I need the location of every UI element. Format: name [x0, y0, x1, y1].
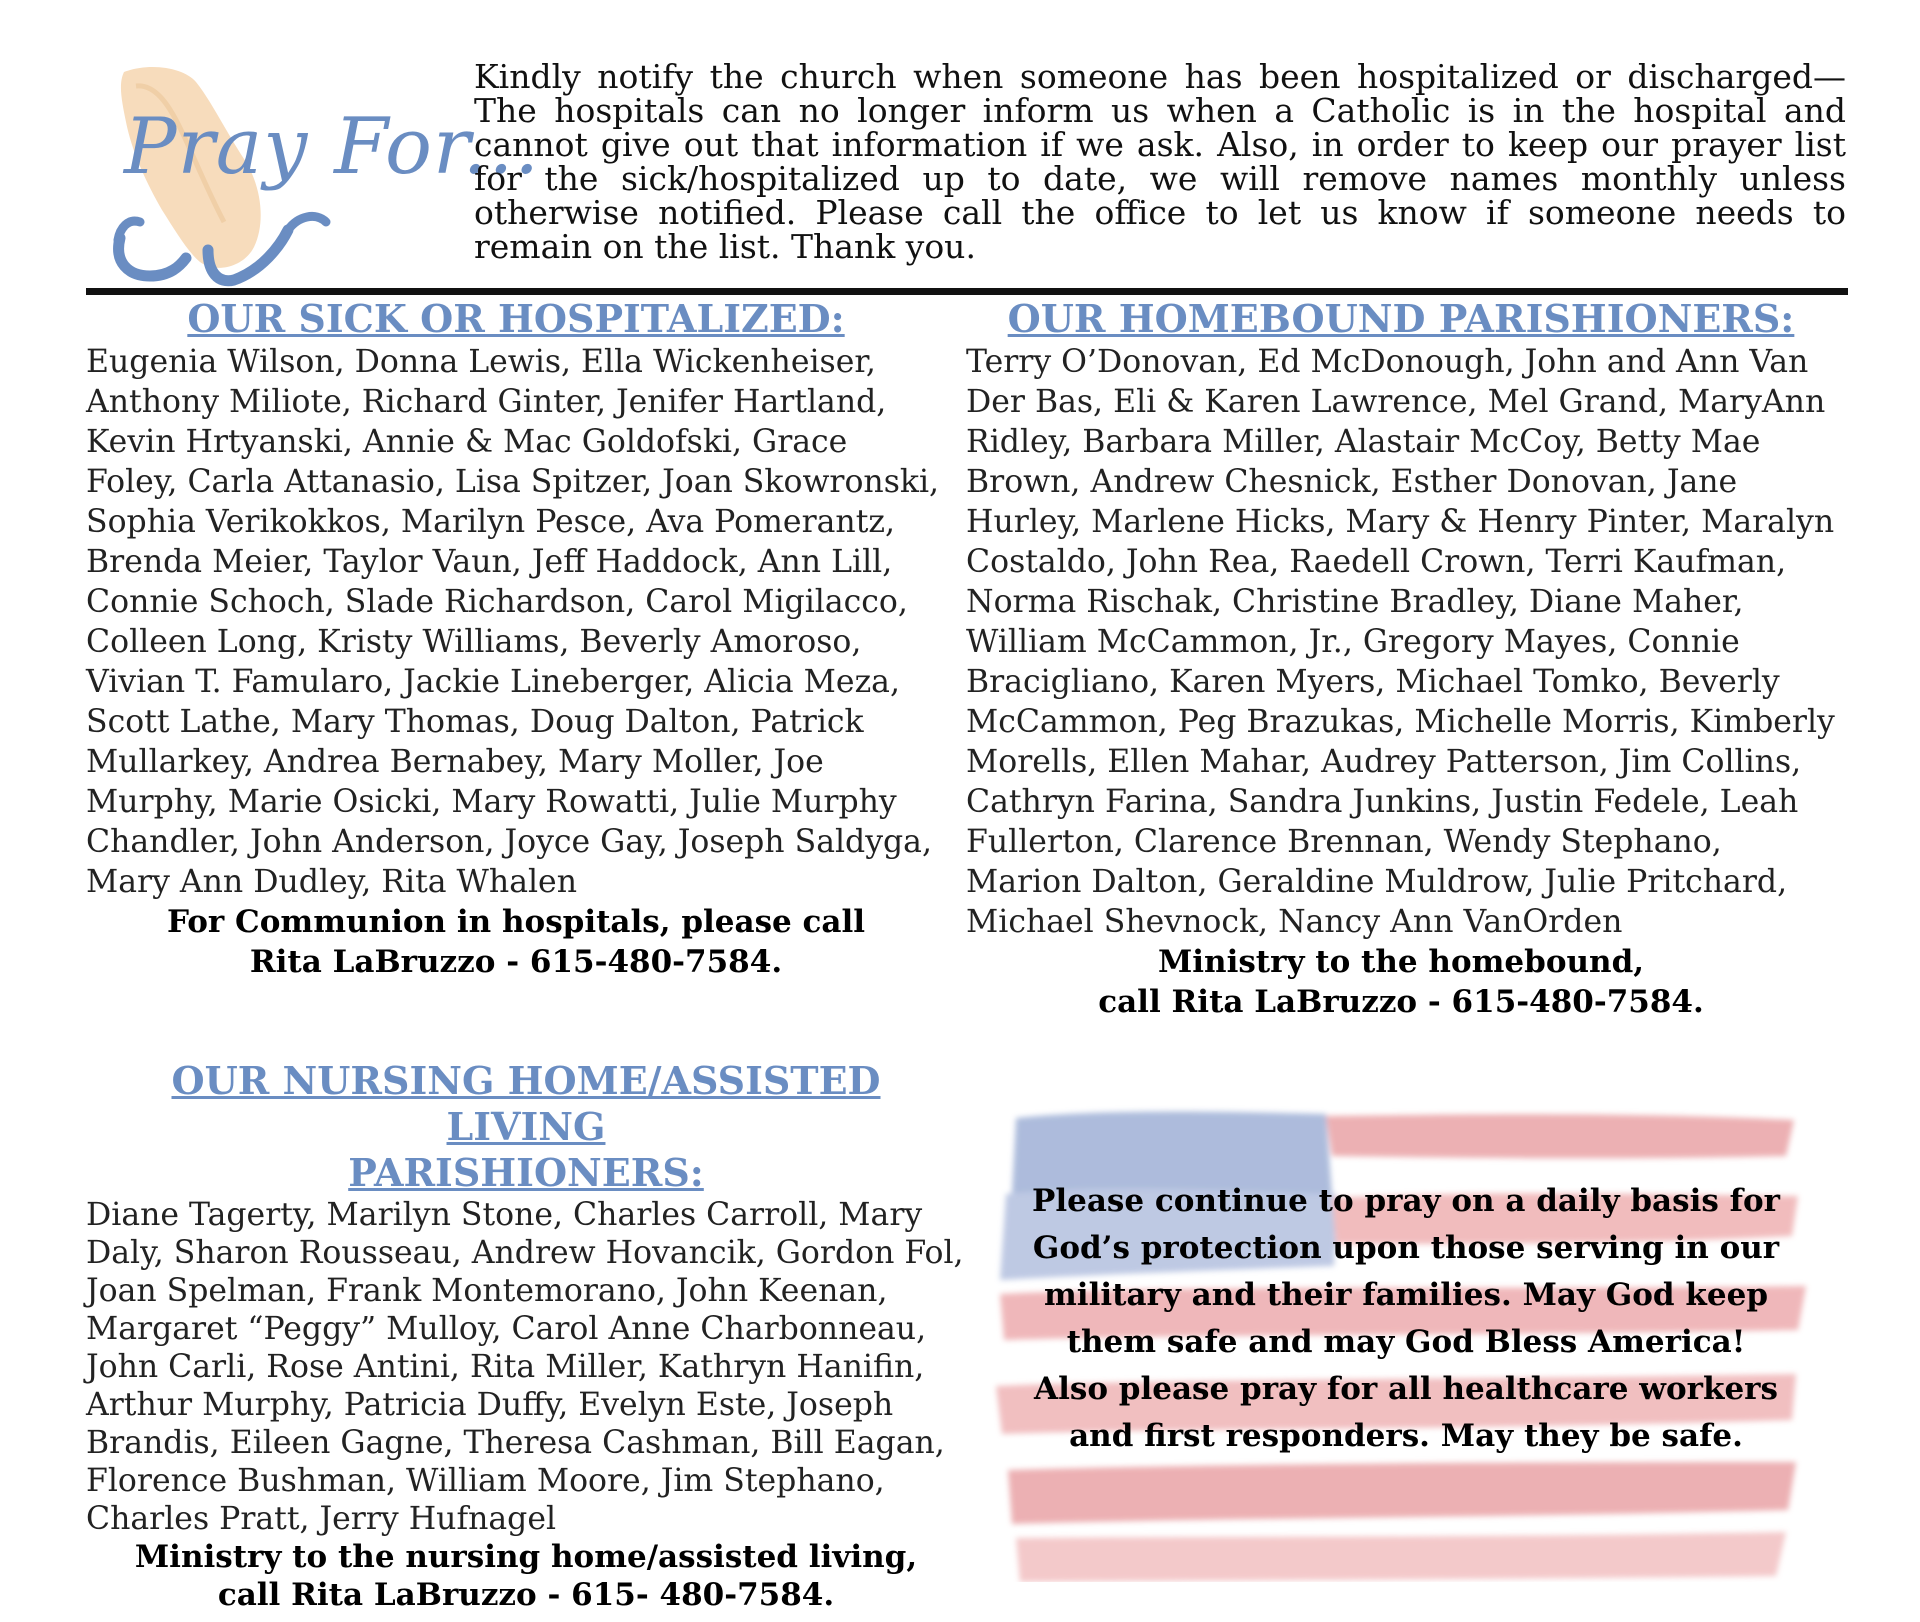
nursing-title-line1: OUR NURSING HOME/ASSISTED LIVING [171, 1058, 881, 1149]
nursing-section [86, 1058, 966, 1614]
homebound-section-title: OUR HOMEBOUND PARISHIONERS: [1007, 296, 1795, 341]
sick-section [86, 296, 946, 982]
homebound-names-list: Terry O’Donovan, Ed McDonough, John and Ann Van Der Bas, Eli & Karen Lawrence, Mel Grand, MaryAnn Ridley, Barbara Miller, Alastair McCoy, Betty Mae Brown, Andrew Chesnick, Esther Donovan, Jane Hurley, Marlene Hicks, Mary & Henry Pinter, Maralyn Costaldo, John Rea, Raedell Crown, Terri Kaufman, Norma Rischak, Christine Bradley, Diane Maher, William McCammon, Jr., Gregory Mayes, Connie Bracigliano, Karen Myers, Michael Tomko, Beverly McCammon, Peg Brazukas, Michelle Morris, Kimberly Morells, Ellen Mahar, Audrey Patterson, Jim Collins, Cathryn Farina, Sandra Junkins, Justin Fedele, Leah Fullerton, Clarence Brennan, Wendy Stephano, Marion Dalton, Geraldine Muldrow, Julie Pritchard, Michael Shevnock, Nancy Ann VanOrden [966, 344, 1835, 940]
homebound-contact-line2: call Rita LaBruzzo - 615-480-7584. [1098, 984, 1704, 1020]
military-prayer-message [1006, 1178, 1806, 1460]
military-prayer-box [986, 1098, 1826, 1582]
sick-contact [86, 902, 946, 982]
healthcare-message: Also please pray for all healthcare workers and first responders. May they be safe. [1034, 1371, 1778, 1454]
sick-names-list: Eugenia Wilson, Donna Lewis, Ella Wickenheiser, Anthony Miliote, Richard Ginter, Jenifer Hartland, Kevin Hrtyanski, Annie & Mac Goldofski, Grace Foley, Carla Attanasio, Lisa Spitzer, Joan Skowronski, Sophia Verikokkos, Marilyn Pesce, Ava Pomerantz, Brenda Meier, Taylor Vaun, Jeff Haddock, Ann Lill, Connie Schoch, Slade Richardson, Carol Migilacco, Colleen Long, Kristy Williams, Beverly Amoroso, Vivian T. Famularo, Jackie Lineberger, Alicia Meza, Scott Lathe, Mary Thomas, Doug Dalton, Patrick Mullarkey, Andrea Bernabey, Mary Moller, Joe Murphy, Marie Osicki, Mary Rowatti, Julie Murphy Chandler, John Anderson, Joyce Gay, Joseph Saldyga, Mary Ann Dudley, Rita Whalen [86, 344, 940, 900]
notification-notice: Kindly notify the church when someone has been hospitalized or discharged—The hospitals can no longer inform us when a Catholic is in the hospital and cannot give out that information if we ask. Also, in order to keep our prayer list for the sick/hospitalized up to date, we will remove names monthly unless otherwise notified. Please call the office to let us know if someone needs to remain on the list. Thank you. [474, 57, 1846, 266]
nursing-contact [86, 1538, 966, 1614]
homebound-section [966, 296, 1836, 1022]
pray-for-logo [96, 62, 541, 292]
nursing-section-title [86, 1058, 966, 1196]
nursing-contact-line2: call Rita LaBruzzo - 615- 480-7584. [217, 1577, 835, 1613]
header-divider [86, 288, 1848, 295]
nursing-names-list: Diane Tagerty, Marilyn Stone, Charles Carroll, Mary Daly, Sharon Rousseau, Andrew Hovancik, Gordon Fol, Joan Spelman, Frank Montemorano, John Keenan, Margaret “Peggy” Mulloy, Carol Anne Charbonneau, John Carli, Rose Antini, Rita Miller, Kathryn Hanifin, Arthur Murphy, Patricia Duffy, Evelyn Este, Joseph Brandis, Eileen Gagne, Theresa Cashman, Bill Eagan, Florence Bushman, William Moore, Jim Stephano, Charles Pratt, Jerry Hufnagel [86, 1197, 964, 1537]
military-message: Please continue to pray on a daily basis for God’s protection upon those serving in our military and their families. May God keep them safe and may God Bless America! [1032, 1183, 1780, 1360]
homebound-contact [966, 942, 1836, 1022]
sick-contact-line2: Rita LaBruzzo - 615-480-7584. [249, 944, 783, 980]
nursing-contact-line1: Ministry to the nursing home/assisted living, [134, 1539, 918, 1575]
sick-section-title: OUR SICK OR HOSPITALIZED: [187, 296, 845, 341]
nursing-title-line2: PARISHIONERS: [348, 1150, 704, 1195]
sick-contact-line1: For Communion in hospitals, please call [166, 904, 866, 940]
homebound-contact-line1: Ministry to the homebound, [1157, 944, 1645, 980]
logo-title: Pray For... [124, 102, 541, 192]
